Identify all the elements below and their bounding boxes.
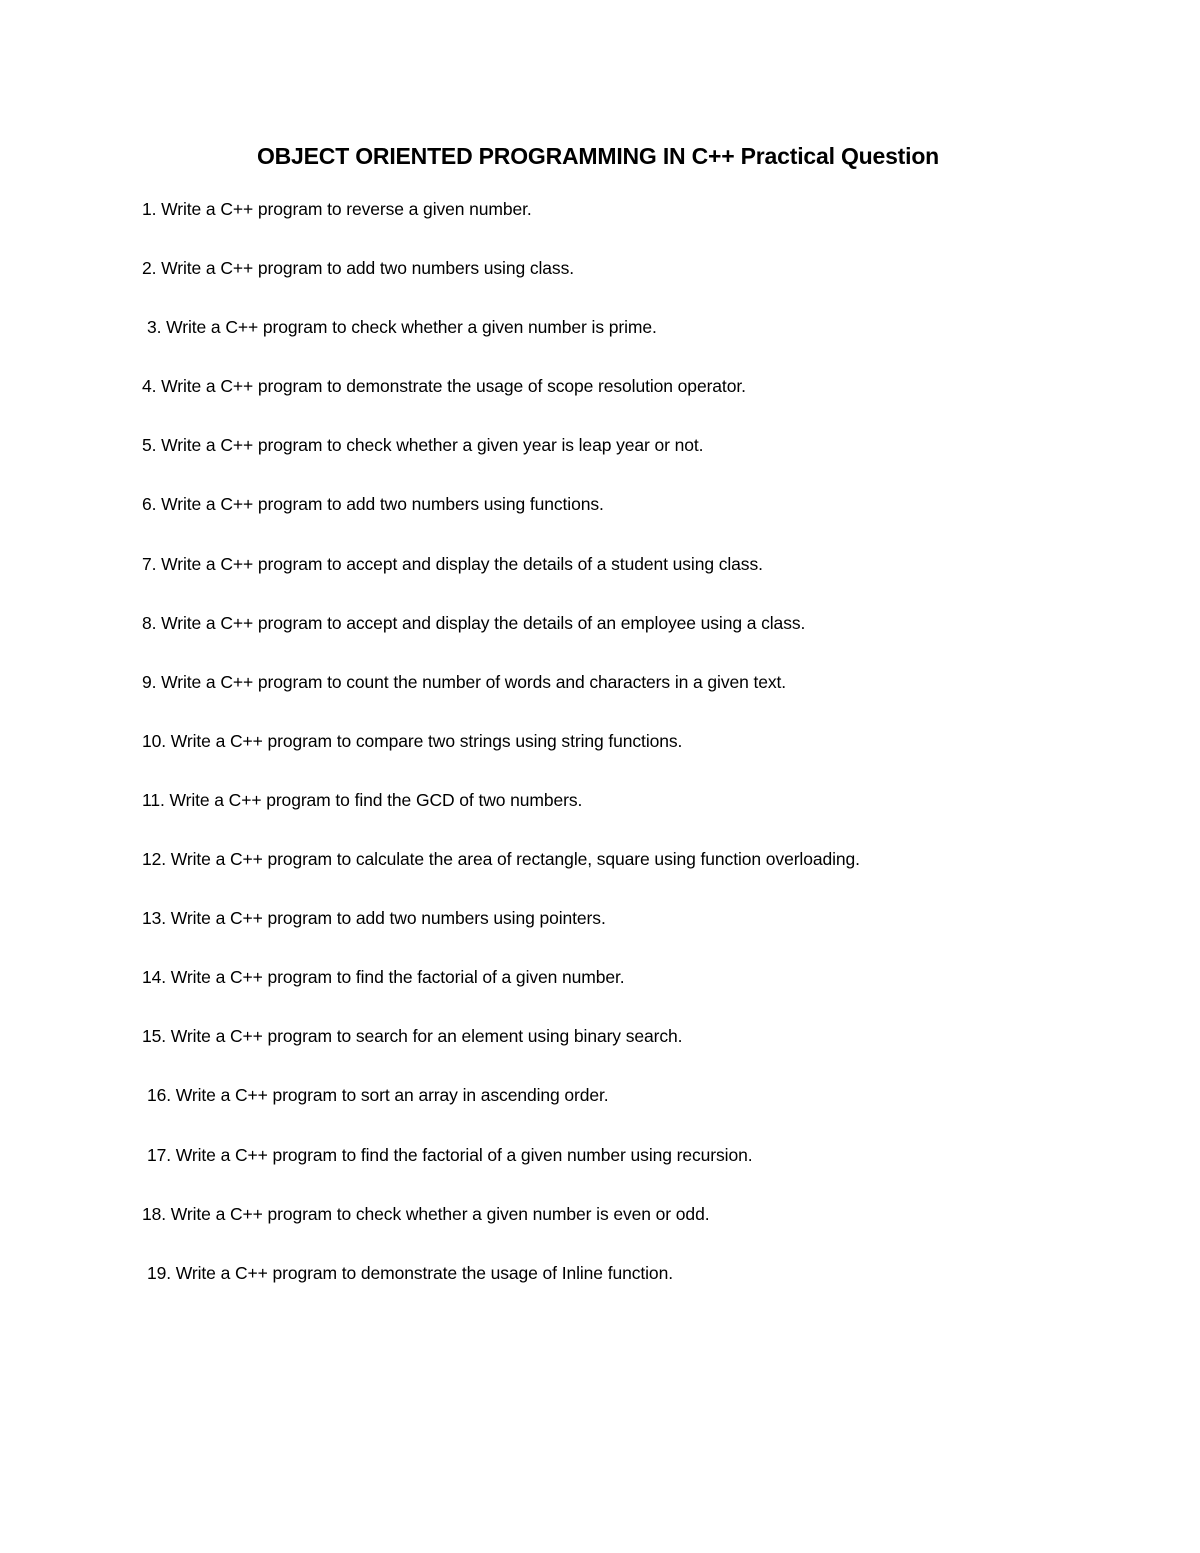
- question-item: 8. Write a C++ program to accept and display the details of an employee using a class.: [142, 612, 806, 633]
- question-item: 4. Write a C++ program to demonstrate the usage of scope resolution operator.: [142, 376, 746, 397]
- question-item: 15. Write a C++ program to search for an element using binary search.: [142, 1026, 683, 1047]
- question-item: 2. Write a C++ program to add two numbers using class.: [142, 258, 574, 279]
- question-item: 10. Write a C++ program to compare two strings using string functions.: [142, 730, 683, 751]
- question-item: 5. Write a C++ program to check whether a given year is leap year or not.: [142, 435, 704, 456]
- question-item: 17. Write a C++ program to find the factorial of a given number using recursion.: [147, 1144, 753, 1165]
- question-item: 12. Write a C++ program to calculate the area of rectangle, square using function overloading.: [142, 849, 860, 870]
- question-item: 16. Write a C++ program to sort an array in ascending order.: [147, 1085, 609, 1106]
- question-list: [142, 196, 860, 1319]
- question-item: 19. Write a C++ program to demonstrate the usage of Inline function.: [147, 1262, 673, 1283]
- question-item: 11. Write a C++ program to find the GCD of two numbers.: [142, 789, 583, 810]
- question-item: 9. Write a C++ program to count the number of words and characters in a given text.: [142, 671, 787, 692]
- question-item: 13. Write a C++ program to add two numbers using pointers.: [142, 908, 606, 929]
- question-item: 7. Write a C++ program to accept and display the details of a student using class.: [142, 553, 763, 574]
- question-item: 18. Write a C++ program to check whether a given number is even or odd.: [142, 1203, 710, 1224]
- question-item: 1. Write a C++ program to reverse a given number.: [142, 199, 532, 219]
- page-title: OBJECT ORIENTED PROGRAMMING IN C++ Practical Question: [256, 143, 940, 169]
- question-item: 14. Write a C++ program to find the factorial of a given number.: [142, 967, 625, 988]
- question-item: 3. Write a C++ program to check whether a given number is prime.: [147, 317, 657, 338]
- question-item: 6. Write a C++ program to add two numbers using functions.: [142, 494, 604, 515]
